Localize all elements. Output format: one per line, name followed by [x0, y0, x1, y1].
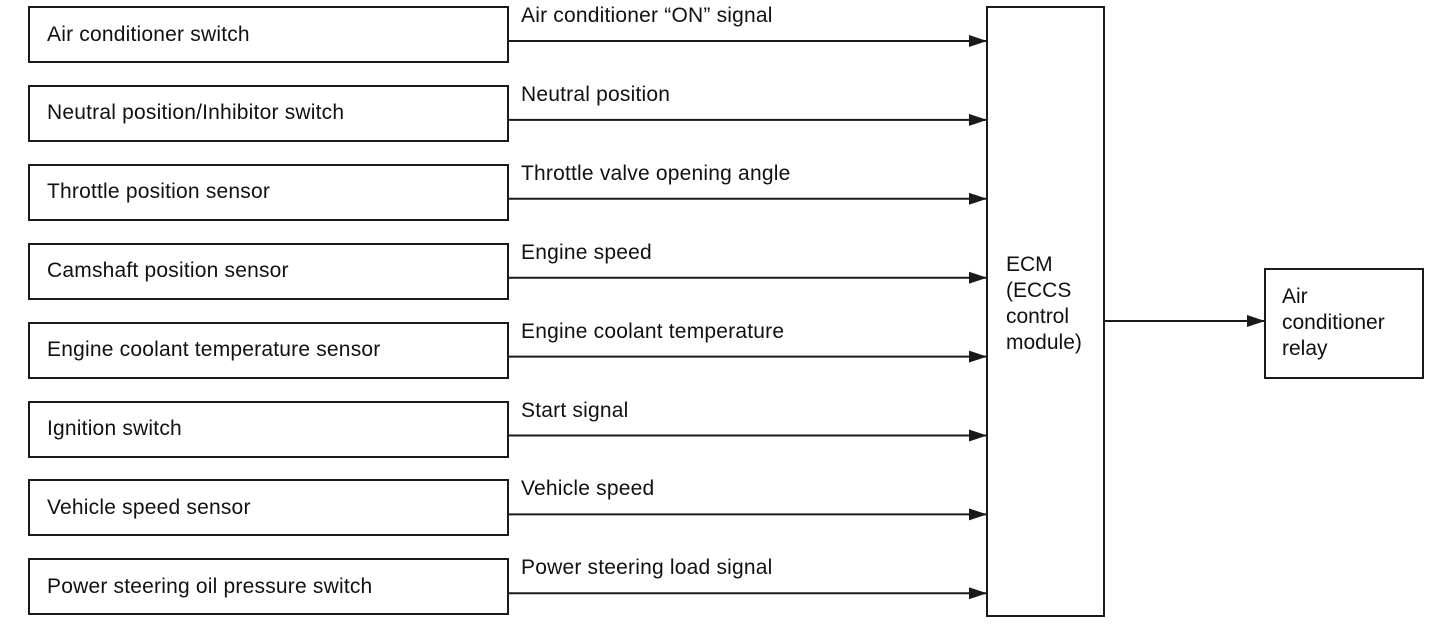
signal-label: Air conditioner “ON” signal [521, 4, 773, 27]
signal-label: Throttle valve opening angle [521, 161, 791, 185]
input-device-box [28, 243, 509, 300]
input-device-box [28, 558, 509, 615]
ecm-block [986, 6, 1105, 617]
input-device-label: Camshaft position sensor [47, 259, 289, 283]
input-device-box [28, 164, 509, 221]
relay-label-line: conditioner [1282, 311, 1385, 334]
input-device-box [28, 85, 509, 142]
ecm-label-line: control [1006, 305, 1070, 328]
input-device-label: Power steering oil pressure switch [47, 574, 373, 598]
signal-label: Power steering load signal [521, 556, 773, 580]
ecm-label-line: (ECCS [1006, 279, 1072, 302]
signal-label: Vehicle speed [521, 477, 655, 501]
signal-label: Engine speed [521, 240, 652, 264]
air-conditioner-relay-block [1264, 268, 1424, 379]
signal-label: Start signal [521, 398, 629, 422]
input-device-label: Vehicle speed sensor [47, 495, 251, 519]
input-device-box [28, 479, 509, 536]
relay-label-line: relay [1282, 337, 1328, 360]
relay-label-line: Air [1282, 285, 1308, 308]
input-device-label: Ignition switch [47, 417, 182, 440]
input-device-box [28, 322, 509, 379]
input-device-box [28, 401, 509, 458]
ecm-label-line: ECM [1006, 253, 1053, 276]
input-device-label: Engine coolant temperature sensor [47, 338, 381, 362]
input-device-label: Neutral position/Inhibitor switch [47, 101, 345, 125]
input-device-label: Air conditioner switch [47, 22, 250, 46]
ecm-label [1006, 252, 1082, 356]
signal-label: Engine coolant temperature [521, 319, 785, 343]
ecm-label-line: module) [1006, 331, 1082, 354]
relay-label [1282, 284, 1385, 362]
signal-label: Neutral position [521, 82, 671, 106]
input-device-label: Throttle position sensor [47, 180, 271, 204]
input-device-box [28, 6, 509, 63]
